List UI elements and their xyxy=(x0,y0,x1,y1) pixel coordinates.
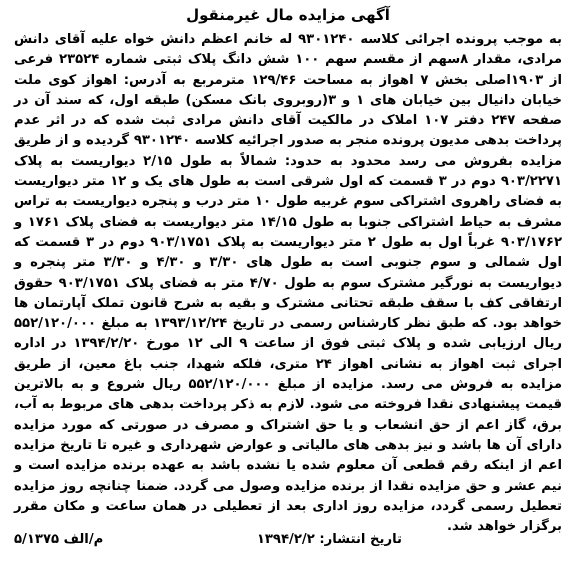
notice-footer xyxy=(14,530,562,550)
notice-title: آگهی مزایده مال غیرمنقول xyxy=(186,6,390,24)
publication-date: تاریخ انتشار: ۱۳۹۴/۲/۲ xyxy=(256,532,402,547)
notice-body: به موجب پرونده اجرائی کلاسه ۹۳۰۱۲۴۰ له خانم اعظم دانش خواه علیه آقای دانش مرادی، مقدار ۸سهم از مقسم سهم ۱۰۰ شش دانگ پلاک ثبتی شماره ۲۳۵۲۴ فرعی از ۱۹۰۳اصلی بخش ۷ اهواز به مساحت ۱۲۹/۴۶ مترمربع به آدرس: اهواز کوی ملت خیابان دانیال بین خیابان های ۱ و ۳(روبروی بانک مسکن) طبقه اول، که سند آن در صفحه ۲۴۷ دفتر ۱۰۷ املاک در مالکیت آقای دانش مرادی ثبت شده که در اثر عدم پرداخت بدهی مدیون پرونده منجر به صدور اجرائیه کلاسه ۹۳۰۱۲۴۰ گردیده و از طریق مزایده بفروش می رسد محدود به حدود: شمالاً به طول ۲/۱۵ دیواریست به پلاک ۹۰۳/۲۲۷۱ دوم در ۳ قسمت که اول شرقی است به طول های یک و ۱۲ متر دیواریست به فضای راهروی اشتراکی سوم غربیه طول ۱۰ متر درب و پنجره دیواریست به تراس مشرف به حیاط اشتراکی جنوبا به طول ۱۴/۱۵ متر دیواریست به فضای پلاک ۱۷۶۱ و ۹۰۳/۱۷۶۲ غرباً اول به طول ۲ متر دیواریست به پلاک ۹۰۳/۱۷۵۱ دوم در ۳ قسمت که اول شمالی و سوم جنوبی است به طول های ۳/۳۰ و ۴/۳۰ و ۳/۳۰ متر پنجره و دیواریست به نورگیر مشترک سوم به طول ۴/۷۰ متر به فضای پلاک ۹۰۳/۱۷۵۱ حقوق ارتفاقی کف با سقف طبقه تحتانی مشترک و بقیه به شرح قانون تملک آپارتمان ها خواهد بود. که طبق نظر کارشناس رسمی در تاریخ ۱۳۹۳/۱۲/۲۴ به مبلغ ۵۵۲/۱۲۰/۰۰۰ ریال ارزیابی شده و پلاک ثبتی فوق از ساعت ۹ الی ۱۲ مورخ ۱۳۹۴/۲/۲۰ در اداره اجرای ثبت اهواز به نشانی اهواز ۲۴ متری، فلکه شهدا، جنب باغ معین، از طریق مزایده به فروش می رسد. مزایده از مبلغ ۵۵۲/۱۲۰/۰۰۰ ریال شروع و به بالاترین قیمت پیشنهادی نقدا فروخته می شود. لازم به ذکر پرداخت بدهی های مربوط به آب، برق، گاز اعم از حق انشعاب و یا حق اشتراک و مصرف در صورتی که مورد مزایده دارای آن ها باشد و نیز بدهی های مالیاتی و عوارض شهرداری و غیره تا تاریخ مزایده اعم از اینکه رقم قطعی آن معلوم شده یا نشده باشد به عهده برنده مزایده است و نیم عشر و حق مزایده نقدا از برنده مزایده وصول می گردد. ضمنا چنانچه روز مزایده تعطیل رسمی گردد، مزایده روز اداری بعد از تعطیلی در همان ساعت و مکان مقرر برگزار خواهد شد. xyxy=(14,32,563,535)
reference-code: م/الف ۵/۱۳۷۵ xyxy=(14,532,104,547)
